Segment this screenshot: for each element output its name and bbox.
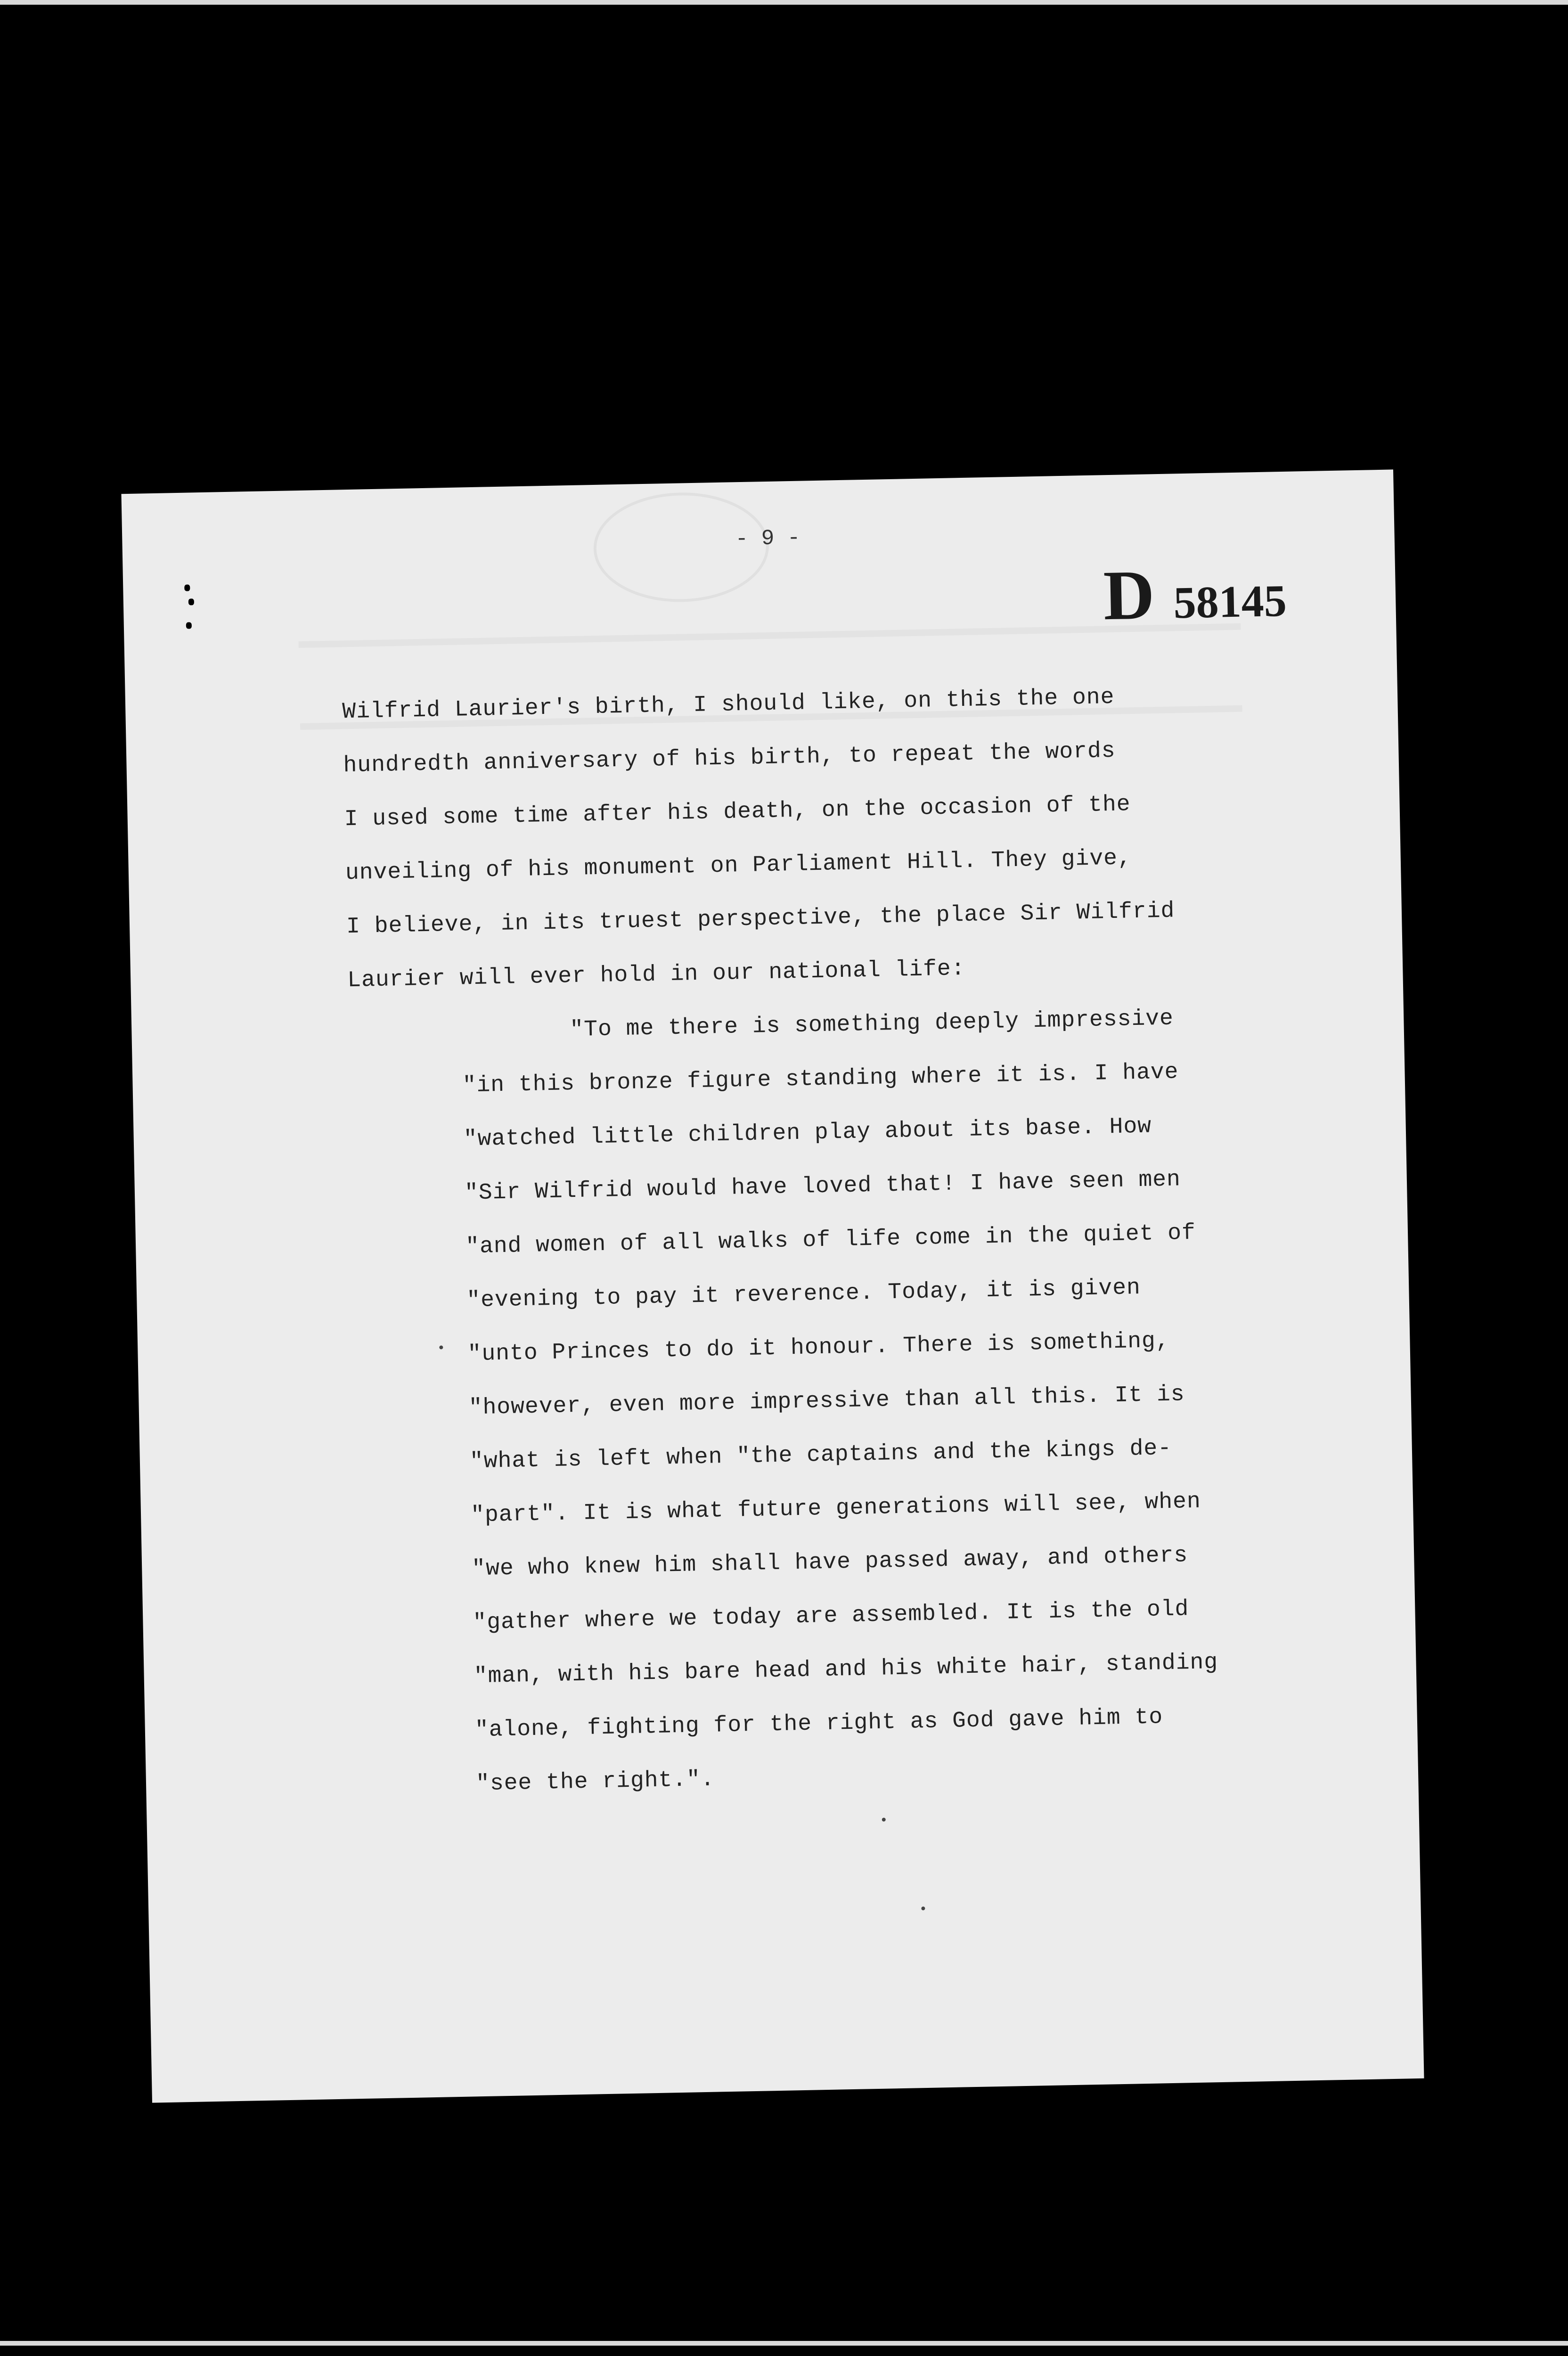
quote-line: "we who knew him shall have passed away, and others: [471, 1543, 1188, 1582]
quote-line: "Sir Wilfrid would have loved that! I have seen men: [464, 1167, 1181, 1206]
margin-mark: [184, 584, 196, 636]
quote-line: "man, with his bare head and his white hair, standing: [474, 1650, 1218, 1690]
quote-line: "unto Princes to do it honour. There is something,: [467, 1328, 1170, 1367]
quote-line: "gather where we today are assembled. It is the old: [473, 1596, 1189, 1636]
stray-mark: [882, 1818, 886, 1822]
film-edge-bottom: [0, 2341, 1568, 2346]
quote-line: "see the right.".: [475, 1767, 715, 1797]
page-number: - 9 -: [735, 525, 801, 552]
quote-line: "what is left when "the captains and the kings de-: [469, 1435, 1172, 1475]
paragraph-line: Laurier will ever hold in our national life:: [347, 956, 966, 994]
film-edge-top: [0, 0, 1568, 5]
document-letter: D: [1102, 556, 1155, 635]
stray-mark: [439, 1345, 443, 1349]
quote-line: "in this bronze figure standing where it is. I have: [462, 1059, 1179, 1099]
document-id: [1102, 550, 1368, 637]
stray-mark: [921, 1906, 925, 1910]
document-number: 58145: [1173, 575, 1287, 628]
quote-line: "To me there is something deeply impressive: [569, 1006, 1174, 1043]
quote-line: "part". It is what future generations will see, when: [470, 1489, 1201, 1529]
quote-line: "evening to pay it reverence. Today, it is given: [466, 1275, 1141, 1314]
paragraph-line: I believe, in its truest perspective, the place Sir Wilfrid: [346, 898, 1175, 940]
quote-line: "watched little children play about its base. How: [463, 1113, 1152, 1153]
paragraph-line: hundredth anniversary of his birth, to repeat the words: [343, 738, 1116, 779]
paragraph-line: unveiling of his monument on Parliament Hill. They give,: [345, 845, 1132, 886]
paragraph-line: I used some time after his death, on the occasion of the: [344, 792, 1131, 833]
quote-line: "however, even more impressive than all this. It is: [468, 1382, 1185, 1421]
quote-line: "alone, fighting for the right as God gave him to: [474, 1704, 1163, 1743]
quote-line: "and women of all walks of life come in the quiet of: [465, 1220, 1196, 1260]
document-page: [121, 469, 1424, 2102]
paragraph-line: Wilfrid Laurier's birth, I should like, on this the one: [342, 684, 1115, 725]
